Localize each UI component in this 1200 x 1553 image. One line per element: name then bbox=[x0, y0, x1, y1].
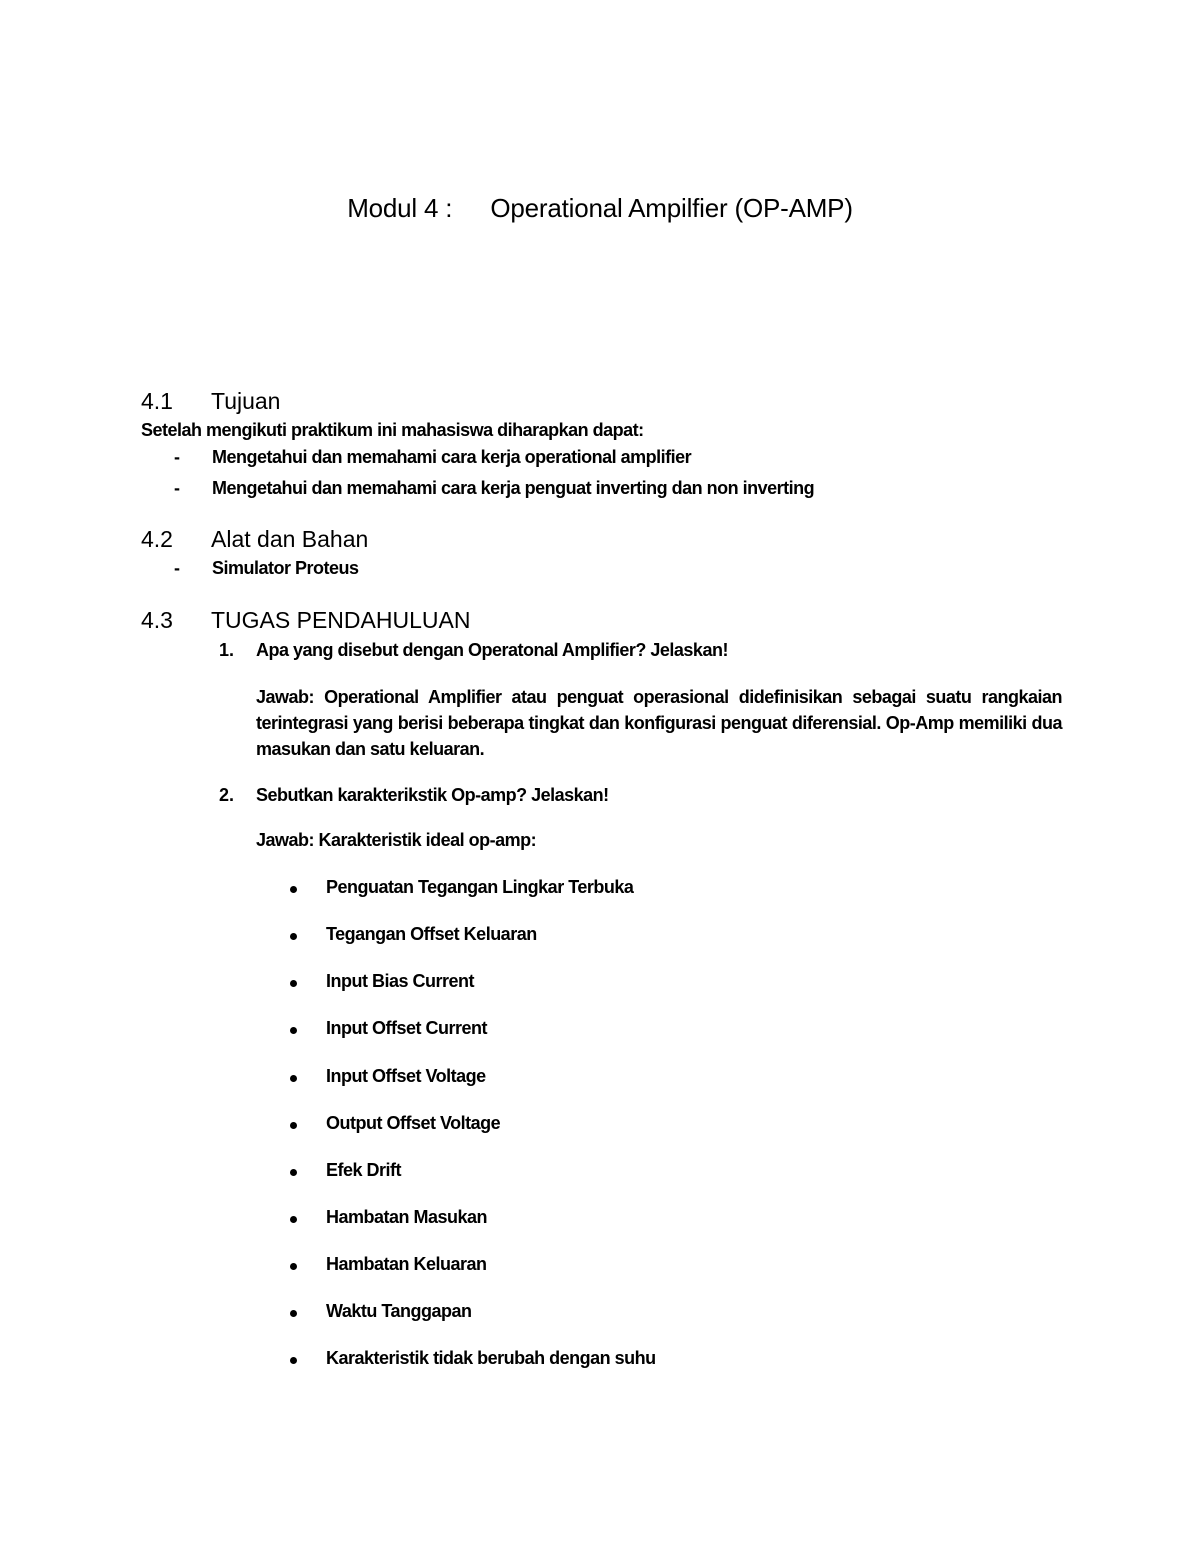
bullet-dot-icon bbox=[290, 933, 297, 940]
list-item-text: Waktu Tanggapan bbox=[326, 1301, 472, 1321]
list-item-text: Karakteristik tidak berubah dengan suhu bbox=[326, 1348, 656, 1368]
bullet-dot-icon bbox=[290, 1027, 297, 1034]
module-label: Modul 4 : bbox=[347, 193, 453, 223]
dash-bullet: - bbox=[174, 447, 180, 467]
list-item-text: Output Offset Voltage bbox=[326, 1113, 501, 1133]
bullet-dot-icon bbox=[290, 1357, 297, 1364]
bullet-dot-icon bbox=[290, 1122, 297, 1129]
tujuan-item: Mengetahui dan memahami cara kerja operational amplifier bbox=[212, 447, 692, 467]
tujuan-item: Mengetahui dan memahami cara kerja penguat inverting dan non inverting bbox=[212, 478, 815, 498]
bullet-dot-icon bbox=[290, 1310, 297, 1317]
question-text: Sebutkan karakterikstik Op-amp? Jelaskan! bbox=[256, 785, 609, 805]
list-item-text: Hambatan Masukan bbox=[326, 1207, 488, 1227]
list-item-text: Penguatan Tegangan Lingkar Terbuka bbox=[326, 877, 634, 897]
question-text: Apa yang disebut dengan Operatonal Amplifier? Jelaskan! bbox=[256, 640, 728, 660]
page-title bbox=[0, 193, 1200, 224]
question-number: 2. bbox=[219, 785, 235, 805]
bullet-dot-icon bbox=[290, 1169, 297, 1176]
list-item-text: Input Offset Current bbox=[326, 1018, 487, 1038]
answer-text: Jawab: Karakteristik ideal op-amp: bbox=[256, 830, 537, 850]
section-heading-tugas bbox=[141, 607, 470, 634]
dash-bullet: - bbox=[174, 478, 180, 498]
bullet-dot-icon bbox=[290, 886, 297, 893]
section-number: 4.3 bbox=[141, 607, 173, 633]
section-number: 4.2 bbox=[141, 526, 173, 552]
tujuan-intro: Setelah mengikuti praktikum ini mahasiswa diharapkan dapat: bbox=[141, 420, 644, 440]
section-heading-tujuan bbox=[141, 388, 280, 415]
dash-bullet: - bbox=[174, 558, 180, 578]
section-title: TUGAS PENDAHULUAN bbox=[211, 607, 471, 633]
list-item-text: Input Bias Current bbox=[326, 971, 475, 991]
answer-text: Jawab: Operational Amplifier atau penguat operasional didefinisikan sebagai suatu rangkaian terintegrasi yang berisi beberapa tingkat dan konfigurasi penguat diferensial. Op-Amp memiliki dua masukan dan satu keluaran. bbox=[256, 687, 1062, 759]
section-heading-alat bbox=[141, 526, 368, 553]
section-title: Alat dan Bahan bbox=[211, 526, 369, 552]
section-number: 4.1 bbox=[141, 388, 173, 414]
list-item-text: Tegangan Offset Keluaran bbox=[326, 924, 537, 944]
list-item-text: Hambatan Keluaran bbox=[326, 1254, 487, 1274]
bullet-dot-icon bbox=[290, 1075, 297, 1082]
list-item-text: Input Offset Voltage bbox=[326, 1066, 486, 1086]
section-title: Tujuan bbox=[211, 388, 281, 414]
bullet-dot-icon bbox=[290, 980, 297, 987]
bullet-dot-icon bbox=[290, 1263, 297, 1270]
list-item-text: Efek Drift bbox=[326, 1160, 402, 1180]
alat-item: Simulator Proteus bbox=[212, 558, 359, 578]
bullet-dot-icon bbox=[290, 1216, 297, 1223]
module-name: Operational Ampilfier (OP-AMP) bbox=[490, 193, 853, 223]
question-number: 1. bbox=[219, 640, 235, 660]
